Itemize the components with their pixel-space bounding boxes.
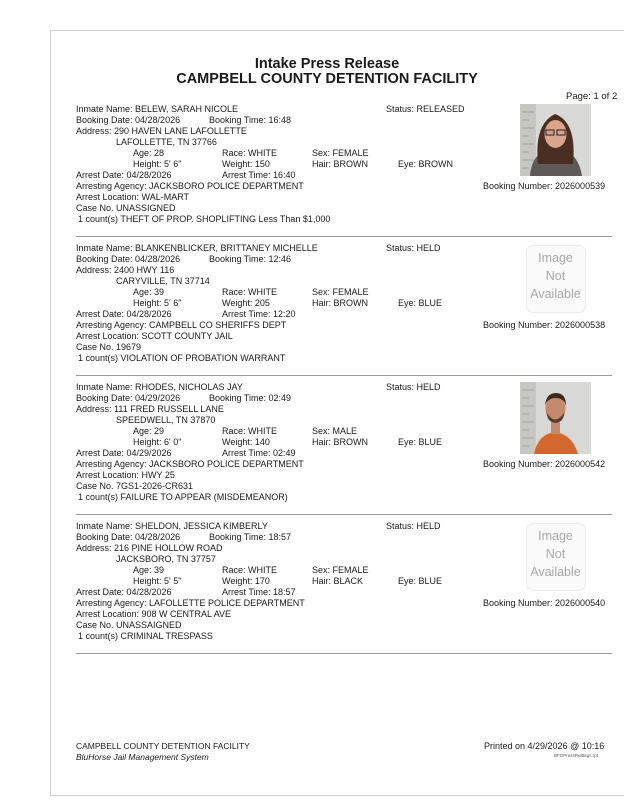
record-separator — [76, 653, 612, 654]
arrest-date: Arrest Date: 04/28/2026 — [76, 170, 172, 180]
placeholder-text: Not — [545, 547, 566, 561]
arresting-agency: Arresting Agency: CAMPBELL CO SHERIFFS DEPT — [76, 320, 287, 330]
weight: Weight: 140 — [222, 437, 270, 447]
booking-number: Booking Number: 2026000542 — [483, 459, 606, 469]
footer-printed: Printed on 4/29/2026 @ 10:16 — [484, 741, 605, 751]
height: Height: 5' 6" — [133, 298, 182, 308]
booking-date: Booking Date: 04/28/2026 — [76, 254, 181, 264]
charge: 1 count(s) FAILURE TO APPEAR (MISDEMEANOR) — [78, 492, 288, 502]
placeholder-text: Not — [545, 269, 566, 283]
address-line-1: Address: 111 FRED RUSSELL LANE — [76, 404, 224, 414]
race: Race: WHITE — [222, 426, 278, 436]
footer-facility: CAMPBELL COUNTY DETENTION FACILITY — [76, 741, 250, 751]
status: Status: HELD — [386, 243, 441, 253]
eye: Eye: BLUE — [398, 298, 443, 308]
arrest-location: Arrest Location: SCOTT COUNTY JAIL — [76, 331, 233, 341]
hair: Hair: BLACK — [312, 576, 364, 586]
age: Age: 39 — [133, 287, 165, 297]
record-separator — [76, 514, 612, 515]
mugshot-female-photo — [520, 104, 591, 176]
eye: Eye: BLUE — [398, 576, 443, 586]
arresting-agency: Arresting Agency: JACKSBORO POLICE DEPARTMENT — [76, 181, 304, 191]
status: Status: HELD — [386, 382, 441, 392]
arresting-agency: Arresting Agency: LAFOLLETTE POLICE DEPARTMENT — [76, 598, 305, 608]
arrest-location: Arrest Location: 908 W CENTRAL AVE — [76, 609, 232, 619]
status: Status: HELD — [386, 521, 441, 531]
arrest-time: Arrest Time: 02:49 — [222, 448, 296, 458]
inmate-name: Inmate Name: BLANKENBLICKER, BRITTANEY MICHELLE — [76, 243, 318, 253]
footer-system: BluHorse Jail Management System — [76, 752, 209, 762]
address-line-1: Address: 216 PINE HOLLOW ROAD — [76, 543, 223, 553]
address-line-2: LAFOLLETTE, TN 37766 — [116, 137, 217, 147]
age: Age: 28 — [133, 148, 165, 158]
weight: Weight: 170 — [222, 576, 270, 586]
height: Height: 6' 0" — [133, 437, 182, 447]
booking-date: Booking Date: 04/29/2026 — [76, 393, 181, 403]
mugshot-male-photo — [520, 382, 591, 454]
address-line-1: Address: 290 HAVEN LANE LAFOLLETTE — [76, 126, 247, 136]
sex: Sex: MALE — [312, 426, 358, 436]
hair: Hair: BROWN — [312, 437, 368, 447]
image-not-available-placeholder — [520, 243, 591, 315]
charge: 1 count(s) VIOLATION OF PROBATION WARRANT — [78, 353, 286, 363]
weight: Weight: 150 — [222, 159, 270, 169]
eye: Eye: BLUE — [398, 437, 443, 447]
record-separator — [76, 236, 612, 237]
inmate-record — [0, 243, 624, 381]
age: Age: 39 — [133, 565, 165, 575]
arrest-time: Arrest Time: 16:40 — [222, 170, 296, 180]
height: Height: 5' 6" — [133, 159, 182, 169]
case-number: Case No. UNASSAIGNED — [76, 620, 182, 630]
address-line-1: Address: 2400 HWY 116 — [76, 265, 175, 275]
race: Race: WHITE — [222, 565, 278, 575]
footer-report-name: BFOPressRelBkgs.rpt — [554, 753, 599, 758]
booking-number: Booking Number: 2026000540 — [483, 598, 606, 608]
image-not-available-placeholder — [520, 521, 591, 593]
arrest-time: Arrest Time: 12:20 — [222, 309, 296, 319]
arrest-location: Arrest Location: HWY 25 — [76, 470, 175, 480]
page-border-bottom — [50, 795, 624, 796]
arrest-date: Arrest Date: 04/28/2026 — [76, 309, 172, 319]
inmate-name: Inmate Name: SHELDON, JESSICA KIMBERLY — [76, 521, 268, 531]
booking-time: Booking Time: 18:57 — [209, 532, 292, 542]
booking-date: Booking Date: 04/28/2026 — [76, 532, 181, 542]
report-title: Intake Press Release — [254, 56, 400, 72]
weight: Weight: 205 — [222, 298, 270, 308]
eye: Eye: BROWN — [398, 159, 454, 169]
case-number: Case No. 19679 — [76, 342, 142, 352]
arrest-location: Arrest Location: WAL-MART — [76, 192, 190, 202]
booking-time: Booking Time: 16:48 — [209, 115, 292, 125]
placeholder-text: Available — [530, 565, 581, 579]
arrest-time: Arrest Time: 18:57 — [222, 587, 296, 597]
hair: Hair: BROWN — [312, 298, 368, 308]
address-line-2: CARYVILLE, TN 37714 — [116, 276, 210, 286]
inmate-record — [0, 104, 624, 242]
inmate-name: Inmate Name: RHODES, NICHOLAS JAY — [76, 382, 243, 392]
race: Race: WHITE — [222, 148, 278, 158]
inmate-record — [0, 382, 624, 520]
sex: Sex: FEMALE — [312, 287, 369, 297]
charge: 1 count(s) CRIMINAL TRESPASS — [78, 631, 213, 641]
placeholder-text: Available — [530, 287, 581, 301]
arrest-date: Arrest Date: 04/28/2026 — [76, 587, 172, 597]
booking-time: Booking Time: 12:46 — [209, 254, 292, 264]
inmate-record — [0, 521, 624, 659]
inmate-name: Inmate Name: BELEW, SARAH NICOLE — [76, 104, 239, 114]
hair: Hair: BROWN — [312, 159, 368, 169]
address-line-2: JACKSBORO, TN 37757 — [116, 554, 216, 564]
charge: 1 count(s) THEFT OF PROP. SHOPLIFTING Less Than $1,000 — [78, 214, 331, 224]
facility-title: CAMPBELL COUNTY DETENTION FACILITY — [176, 71, 478, 87]
arrest-date: Arrest Date: 04/29/2026 — [76, 448, 172, 458]
page-number: Page: 1 of 2 — [566, 91, 618, 102]
booking-number: Booking Number: 2026000539 — [483, 181, 606, 191]
status: Status: RELEASED — [386, 104, 465, 114]
height: Height: 5' 5" — [133, 576, 182, 586]
booking-number: Booking Number: 2026000538 — [483, 320, 606, 330]
case-number: Case No. UNASSIGNED — [76, 203, 176, 213]
race: Race: WHITE — [222, 287, 278, 297]
sex: Sex: FEMALE — [312, 148, 369, 158]
placeholder-text: Image — [538, 251, 573, 265]
booking-date: Booking Date: 04/28/2026 — [76, 115, 181, 125]
age: Age: 29 — [133, 426, 165, 436]
placeholder-text: Image — [538, 529, 573, 543]
page-border-top — [50, 30, 624, 31]
sex: Sex: FEMALE — [312, 565, 369, 575]
case-number: Case No. 7GS1-2026-CR631 — [76, 481, 194, 491]
address-line-2: SPEEDWELL, TN 37870 — [116, 415, 216, 425]
arresting-agency: Arresting Agency: JACKSBORO POLICE DEPARTMENT — [76, 459, 304, 469]
booking-time: Booking Time: 02:49 — [209, 393, 292, 403]
record-separator — [76, 375, 612, 376]
